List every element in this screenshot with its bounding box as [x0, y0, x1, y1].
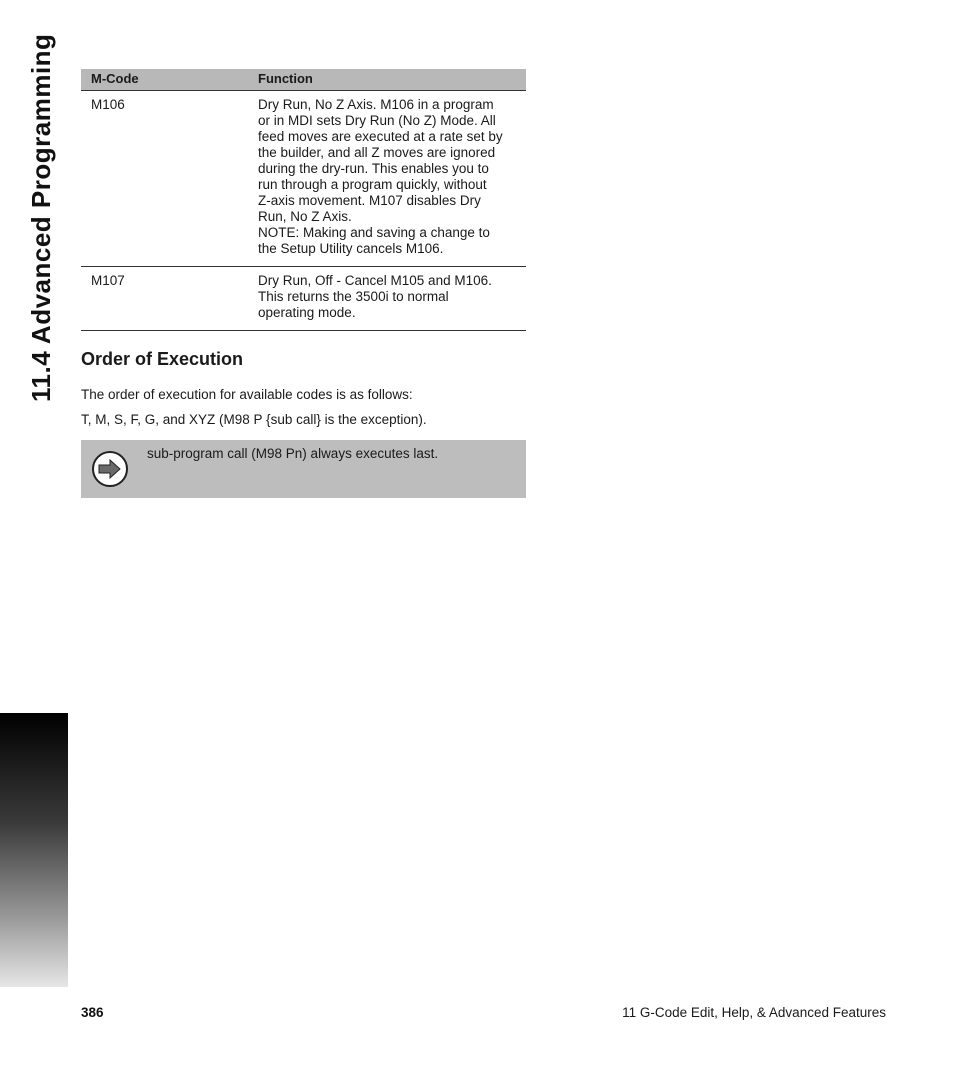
m-code-table [81, 69, 526, 331]
arrow-right-icon [91, 450, 129, 488]
table-row [81, 267, 526, 331]
function-line: Run, No Z Axis. [258, 209, 352, 224]
order-of-execution-heading: Order of Execution [81, 349, 244, 369]
note-text: sub-program call (M98 Pn) always executes last. [147, 446, 439, 461]
function-line: NOTE: Making and saving a change to [258, 225, 490, 240]
function-line: operating mode. [258, 305, 356, 320]
function-line: feed moves are executed at a rate set by [258, 129, 503, 144]
running-footer-chapter: 11 G-Code Edit, Help, & Advanced Features [622, 1005, 886, 1020]
execution-order-paragraph: T, M, S, F, G, and XYZ (M98 P {sub call} is the exception). [81, 412, 427, 427]
function-line: Dry Run, No Z Axis. M106 in a program [258, 97, 494, 112]
side-gradient-bar [0, 713, 68, 987]
function-line: This returns the 3500i to normal [258, 289, 449, 304]
function-line: during the dry-run. This enables you to [258, 161, 489, 176]
header-function: Function [248, 69, 526, 91]
m-code-cell: M106 [81, 91, 248, 267]
function-line: the builder, and all Z moves are ignored [258, 145, 496, 160]
side-section-title [26, 33, 56, 410]
execution-intro-paragraph: The order of execution for available codes is as follows: [81, 387, 413, 402]
function-line: run through a program quickly, without [258, 177, 487, 192]
function-line: the Setup Utility cancels M106. [258, 241, 444, 256]
function-cell [248, 91, 526, 267]
function-line: or in MDI sets Dry Run (No Z) Mode. All [258, 113, 496, 128]
side-section-title-text: 11.4 Advanced Programming [26, 33, 56, 402]
function-line: Z-axis movement. M107 disables Dry [258, 193, 481, 208]
page-number: 386 [81, 1005, 104, 1020]
function-cell [248, 267, 526, 331]
note-box [81, 440, 526, 498]
header-m-code: M-Code [81, 69, 248, 91]
function-line: Dry Run, Off - Cancel M105 and M106. [258, 273, 492, 288]
m-code-cell: M107 [81, 267, 248, 331]
table-header-row [81, 69, 526, 91]
table-row [81, 91, 526, 267]
